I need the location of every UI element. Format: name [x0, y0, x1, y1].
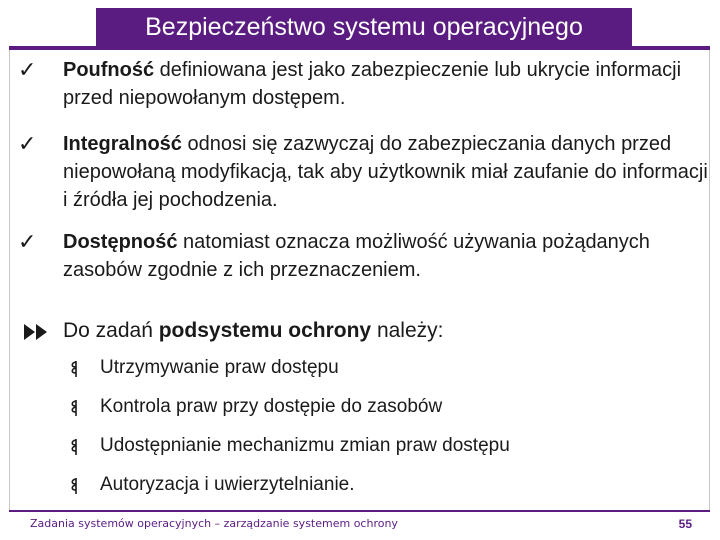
task-item — [62, 433, 702, 459]
bullet-availability — [18, 228, 708, 284]
checkmark-icon: ✓ — [18, 131, 37, 156]
task-text: Utrzymywanie praw dostępu — [100, 357, 339, 378]
checkmark-icon: ✓ — [18, 229, 37, 254]
bullet-text: definiowana jest jako zabezpieczenie lub ukrycie informacji przed niepowołanym dostępem. — [63, 59, 682, 109]
bullet-term: Dostępność — [63, 231, 178, 253]
bullet-term: Integralność — [63, 133, 182, 155]
lead-term: podsystemu ochrony — [158, 319, 372, 342]
slide-title: Bezpieczeństwo systemu operacyjnego — [96, 8, 632, 46]
bullet-glyph-icon — [70, 361, 84, 377]
checkmark-icon: ✓ — [18, 57, 37, 82]
lead-body — [63, 317, 708, 345]
task-text: Udostępnianie mechanizmu zmian praw dostępu — [100, 435, 510, 456]
lead-prefix: Do zadań — [63, 319, 159, 342]
bullet-body — [63, 228, 708, 284]
bullet-glyph-icon — [70, 439, 84, 455]
bullet-integrity — [18, 130, 708, 214]
footer-caption: Zadania systemów operacyjnych – zarządzanie systemem ochrony — [30, 517, 398, 530]
task-text: Autoryzacja i uwierzytelnianie. — [100, 474, 355, 495]
bullet-glyph-icon — [70, 400, 84, 416]
bullet-body — [63, 130, 708, 214]
lead-suffix: należy: — [371, 319, 444, 342]
page-number: 55 — [678, 517, 692, 531]
footer-divider — [9, 510, 710, 512]
bullet-text: odnosi się zazwyczaj do zabezpieczania danych przed niepowołaną modyfikacją, tak aby użytkownik miał zaufanie do informacji i źródła jej pochodzenia. — [63, 133, 708, 211]
bullet-body — [63, 56, 708, 112]
protection-subsystem-heading — [18, 317, 708, 345]
task-item — [62, 355, 702, 381]
bullet-text: natomiast oznacza możliwość używania pożądanych zasobów zgodnie z ich przeznaczeniem. — [63, 231, 650, 281]
bullet-term: Poufność — [63, 59, 155, 81]
bullet-confidentiality — [18, 56, 708, 112]
task-item — [62, 472, 702, 498]
double-arrow-right-icon — [24, 324, 48, 340]
task-item — [62, 394, 702, 420]
task-text: Kontrola praw przy dostępie do zasobów — [100, 396, 443, 417]
bullet-glyph-icon — [70, 478, 84, 494]
